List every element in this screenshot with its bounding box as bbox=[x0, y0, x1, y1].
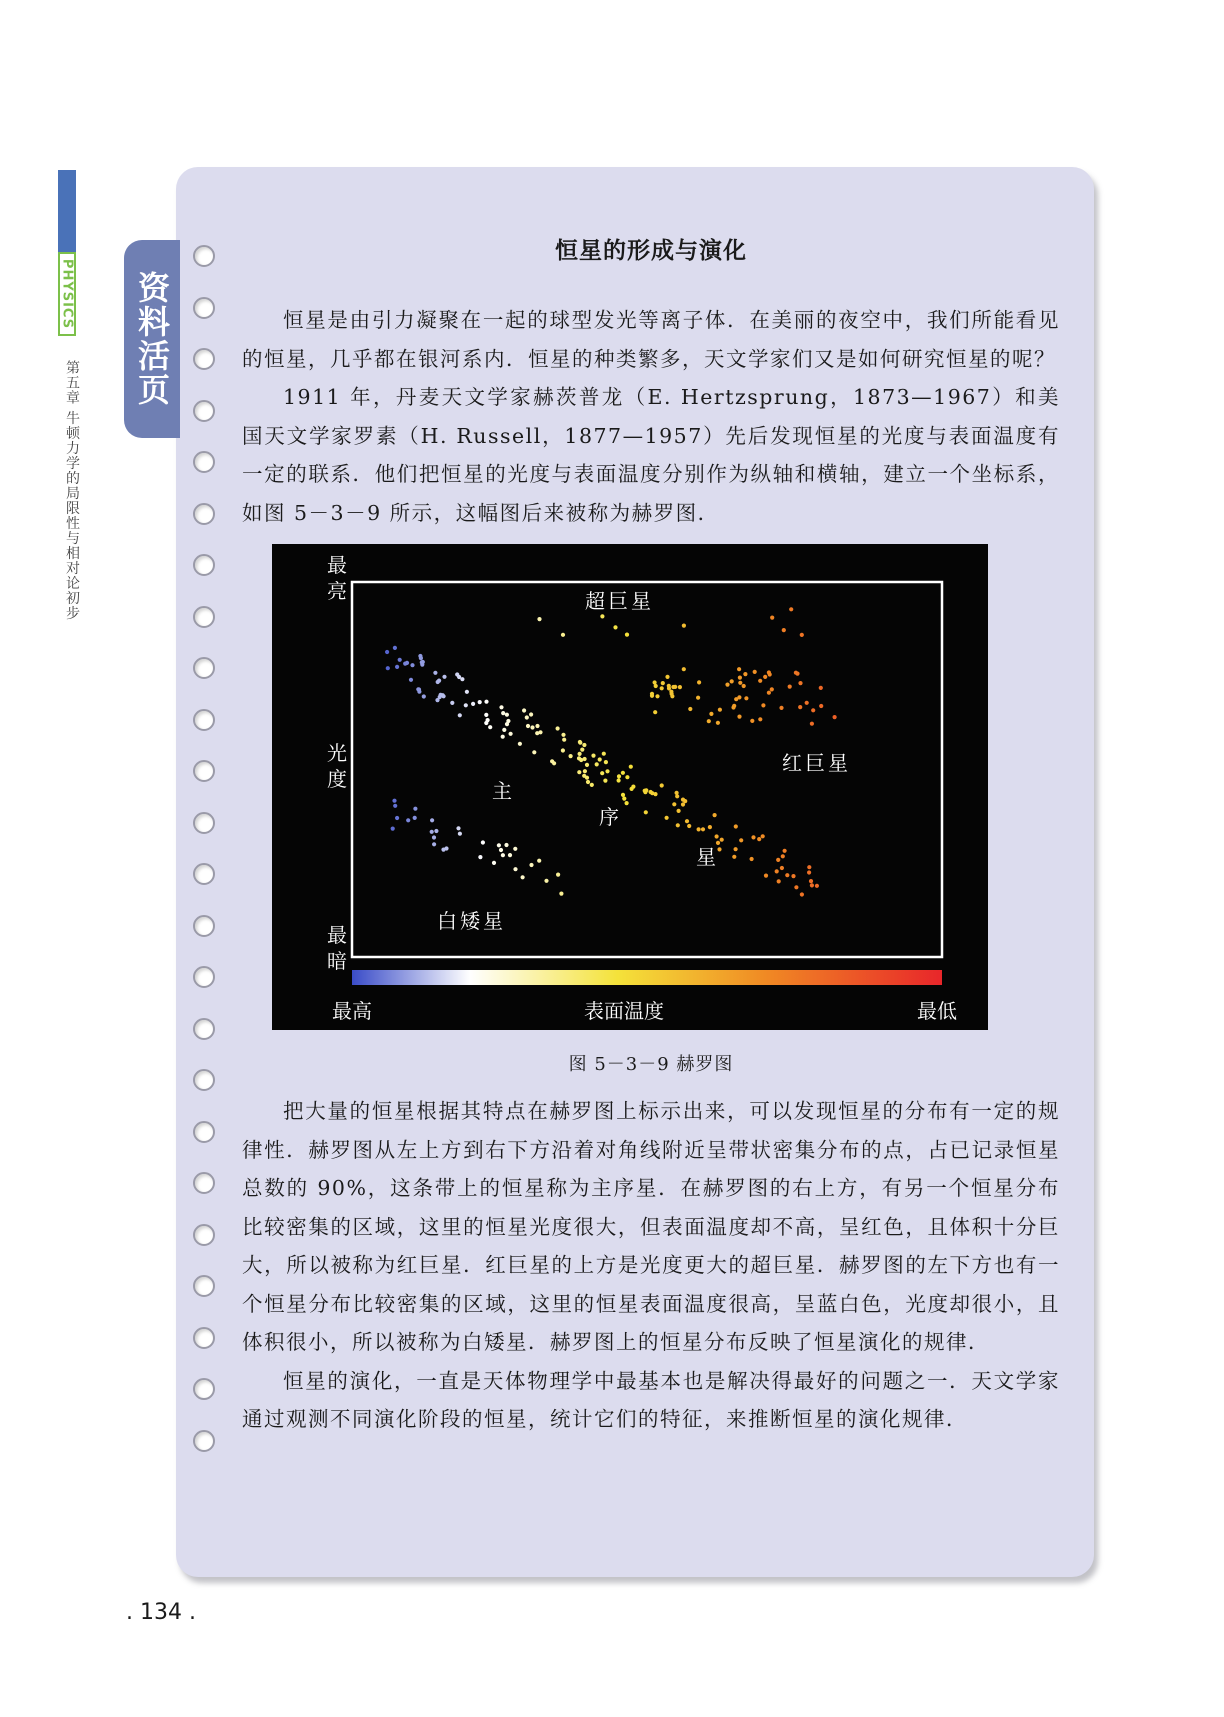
star-point bbox=[582, 774, 586, 778]
binder-ring bbox=[193, 1018, 215, 1040]
star-point bbox=[488, 725, 492, 729]
star-point bbox=[731, 705, 735, 709]
star-point bbox=[685, 819, 689, 823]
star-point bbox=[471, 702, 475, 706]
star-point bbox=[444, 846, 448, 850]
star-point bbox=[561, 748, 565, 752]
article bbox=[242, 232, 1060, 1439]
binder-ring bbox=[193, 606, 215, 628]
star-point bbox=[481, 840, 485, 844]
binder-ring bbox=[193, 1172, 215, 1194]
binder-ring bbox=[193, 503, 215, 525]
star-point bbox=[413, 807, 417, 811]
star-point bbox=[508, 853, 512, 857]
label-redgiant: 红巨星 bbox=[782, 751, 851, 775]
star-point bbox=[391, 827, 395, 831]
star-points bbox=[385, 607, 837, 896]
star-point bbox=[795, 672, 799, 676]
star-point bbox=[737, 667, 741, 671]
star-point bbox=[798, 705, 802, 709]
star-point bbox=[678, 685, 682, 689]
paragraph-1: 恒星是由引力凝聚在一起的球型发光等离子体．在美丽的夜空中，我们所能看见的恒星，几乎都在银河系内．恒星的种类繁多，天文学家们又是如何研究恒星的呢？ bbox=[242, 308, 1060, 371]
star-point bbox=[385, 650, 389, 654]
star-point bbox=[569, 754, 573, 758]
star-point bbox=[430, 818, 434, 822]
star-point bbox=[621, 793, 625, 797]
star-point bbox=[701, 827, 705, 831]
star-point bbox=[753, 670, 757, 674]
star-point bbox=[433, 671, 437, 675]
star-point bbox=[751, 835, 755, 839]
star-point bbox=[675, 794, 679, 798]
star-point bbox=[800, 892, 804, 896]
star-point bbox=[713, 813, 717, 817]
star-point bbox=[526, 724, 530, 728]
star-point bbox=[456, 826, 460, 830]
star-point bbox=[458, 832, 462, 836]
y-bottom-2: 暗 bbox=[327, 949, 347, 973]
star-point bbox=[815, 884, 819, 888]
star-point bbox=[653, 792, 657, 796]
star-point bbox=[653, 710, 657, 714]
star-point bbox=[595, 762, 599, 766]
star-point bbox=[432, 835, 436, 839]
star-point bbox=[676, 823, 680, 827]
star-point bbox=[421, 660, 425, 664]
star-point bbox=[789, 607, 793, 611]
star-point bbox=[537, 859, 541, 863]
star-point bbox=[395, 816, 399, 820]
star-point bbox=[682, 667, 686, 671]
star-point bbox=[653, 680, 657, 684]
temperature-gradient-bar bbox=[352, 970, 942, 985]
star-point bbox=[600, 771, 604, 775]
star-point bbox=[561, 733, 565, 737]
star-point bbox=[437, 679, 441, 683]
star-point bbox=[625, 633, 629, 637]
label-whitedwarf: 白矮星 bbox=[437, 909, 506, 933]
star-point bbox=[730, 679, 734, 683]
star-point bbox=[492, 861, 496, 865]
star-point bbox=[577, 756, 581, 760]
star-point bbox=[591, 754, 595, 758]
star-point bbox=[819, 686, 823, 690]
star-point bbox=[602, 752, 606, 756]
star-point bbox=[502, 728, 506, 732]
star-point bbox=[791, 874, 795, 878]
binder-ring bbox=[193, 297, 215, 319]
star-point bbox=[807, 870, 811, 874]
star-point bbox=[737, 715, 741, 719]
star-point bbox=[783, 849, 787, 853]
star-point bbox=[441, 693, 445, 697]
page-number: . 134 . bbox=[126, 1600, 196, 1625]
star-point bbox=[525, 715, 529, 719]
y-top-2: 亮 bbox=[327, 579, 347, 603]
star-point bbox=[501, 711, 505, 715]
binder-ring bbox=[193, 760, 215, 782]
star-point bbox=[671, 685, 675, 689]
star-point bbox=[535, 724, 539, 728]
star-point bbox=[764, 874, 768, 878]
star-point bbox=[393, 646, 397, 650]
star-point bbox=[392, 799, 396, 803]
star-point bbox=[410, 663, 414, 667]
star-point bbox=[586, 780, 590, 784]
star-point bbox=[422, 694, 426, 698]
star-point bbox=[504, 843, 508, 847]
star-point bbox=[501, 853, 505, 857]
star-point bbox=[682, 624, 686, 628]
star-point bbox=[617, 778, 621, 782]
star-point bbox=[497, 843, 501, 847]
paragraph-4: 恒星的演化，一直是天体物理学中最基本也是解决得最好的问题之一．天文学家通过观测不同演化阶段的恒星，统计它们的特征，来推断恒星的演化规律． bbox=[242, 1368, 1060, 1431]
star-point bbox=[776, 858, 780, 862]
star-point bbox=[761, 834, 765, 838]
star-point bbox=[782, 628, 786, 632]
star-point bbox=[660, 783, 664, 787]
star-point bbox=[738, 681, 742, 685]
star-point bbox=[780, 866, 784, 870]
binder-ring bbox=[193, 1121, 215, 1143]
star-point bbox=[718, 708, 722, 712]
star-point bbox=[661, 681, 665, 685]
binder-ring bbox=[193, 1378, 215, 1400]
star-point bbox=[416, 687, 420, 691]
star-point bbox=[501, 735, 505, 739]
star-point bbox=[625, 775, 629, 779]
star-point bbox=[810, 883, 814, 887]
star-point bbox=[742, 684, 746, 688]
paragraph-3: 把大量的恒星根据其特点在赫罗图上标示出来，可以发现恒星的分布有一定的规律性．赫罗图从左上方到右下方沿着对角线附近呈带状密集分布的点，占已记录恒星总数的 90%，这条带上的恒星称为主序星．在赫罗图的右上方，有另一个恒星分布比较密集的区域，这里的恒星光度很大，但表面温度却不高，呈红色，且体积十分巨大，所以被称为红巨星．红巨星的上方是光度更大的超巨星．赫罗图的左下方也有一个恒星分布比较密集的区域，这里的恒星表面温度很高，呈蓝白色，光度却很小，且体积很小，所以被称为白矮星．赫罗图上的恒星分布反映了恒星演化的规律． bbox=[242, 1099, 1060, 1354]
star-point bbox=[809, 879, 813, 883]
star-point bbox=[532, 750, 536, 754]
physics-badge: PHYSICS bbox=[58, 252, 76, 336]
binder-ring bbox=[193, 709, 215, 731]
star-point bbox=[805, 701, 809, 705]
star-point bbox=[758, 679, 762, 683]
star-point bbox=[697, 827, 701, 831]
side-color-bar bbox=[58, 170, 76, 252]
star-point bbox=[707, 719, 711, 723]
star-point bbox=[580, 748, 584, 752]
label-main-2: 序 bbox=[599, 805, 619, 829]
star-point bbox=[779, 706, 783, 710]
star-point bbox=[442, 675, 446, 679]
star-point bbox=[800, 633, 804, 637]
star-point bbox=[732, 855, 736, 859]
star-point bbox=[537, 617, 541, 621]
star-point bbox=[763, 675, 767, 679]
star-point bbox=[775, 869, 779, 873]
star-point bbox=[521, 875, 525, 879]
star-point bbox=[665, 675, 669, 679]
star-point bbox=[513, 847, 517, 851]
star-point bbox=[419, 656, 423, 660]
star-point bbox=[798, 681, 802, 685]
label-supergiant: 超巨星 bbox=[585, 589, 654, 613]
star-point bbox=[833, 715, 837, 719]
star-point bbox=[561, 633, 565, 637]
star-point bbox=[650, 692, 654, 696]
star-point bbox=[807, 865, 811, 869]
star-point bbox=[434, 829, 438, 833]
y-top-1: 最 bbox=[327, 553, 347, 577]
hr-diagram-svg bbox=[272, 544, 988, 1030]
star-point bbox=[484, 713, 488, 717]
binder-ring bbox=[193, 863, 215, 885]
star-point bbox=[781, 854, 785, 858]
star-point bbox=[600, 614, 604, 618]
binder-ring bbox=[193, 1430, 215, 1452]
star-point bbox=[696, 696, 700, 700]
star-point bbox=[757, 837, 761, 841]
y-bottom-1: 最 bbox=[327, 923, 347, 947]
star-point bbox=[464, 703, 468, 707]
star-point bbox=[518, 742, 522, 746]
star-point bbox=[583, 769, 587, 773]
star-point bbox=[709, 712, 713, 716]
star-point bbox=[644, 810, 648, 814]
star-point bbox=[725, 683, 729, 687]
binder-ring bbox=[193, 966, 215, 988]
star-point bbox=[683, 799, 687, 803]
star-point bbox=[617, 774, 621, 778]
star-point bbox=[643, 790, 647, 794]
star-point bbox=[715, 834, 719, 838]
star-point bbox=[672, 802, 676, 806]
star-point bbox=[535, 731, 539, 735]
star-point bbox=[625, 801, 629, 805]
star-point bbox=[577, 770, 581, 774]
star-point bbox=[590, 783, 594, 787]
star-point bbox=[770, 616, 774, 620]
star-point bbox=[499, 705, 503, 709]
star-point bbox=[556, 726, 560, 730]
star-point bbox=[509, 732, 513, 736]
star-point bbox=[629, 765, 633, 769]
star-point bbox=[716, 841, 720, 845]
star-point bbox=[478, 855, 482, 859]
label-main-1: 主 bbox=[492, 779, 512, 803]
star-point bbox=[435, 698, 439, 702]
star-point bbox=[605, 769, 609, 773]
star-point bbox=[811, 708, 815, 712]
star-point bbox=[505, 722, 509, 726]
label-main-3: 星 bbox=[696, 845, 716, 869]
binder-ring bbox=[193, 554, 215, 576]
star-point bbox=[665, 816, 669, 820]
star-point bbox=[393, 804, 397, 808]
star-point bbox=[788, 685, 792, 689]
star-point bbox=[734, 847, 738, 851]
star-point bbox=[529, 712, 533, 716]
y-mid-2: 度 bbox=[327, 767, 347, 791]
star-point bbox=[767, 691, 771, 695]
x-right-label: 最低 bbox=[917, 999, 957, 1023]
star-point bbox=[530, 725, 534, 729]
star-point bbox=[670, 692, 674, 696]
chapter-title: 第五章 牛顿力学的局限性与相对论初步 bbox=[64, 360, 80, 621]
star-point bbox=[687, 824, 691, 828]
star-point bbox=[739, 838, 743, 842]
binder-ring bbox=[193, 915, 215, 937]
star-point bbox=[660, 686, 664, 690]
star-point bbox=[708, 825, 712, 829]
star-point bbox=[559, 892, 563, 896]
star-point bbox=[603, 779, 607, 783]
star-point bbox=[465, 690, 469, 694]
star-point bbox=[484, 700, 488, 704]
star-point bbox=[486, 718, 490, 722]
star-point bbox=[430, 830, 434, 834]
star-point bbox=[688, 707, 692, 711]
star-point bbox=[604, 760, 608, 764]
binder-ring bbox=[193, 348, 215, 370]
star-point bbox=[677, 809, 681, 813]
figure-caption: 图 5－3－9 赫罗图 bbox=[568, 1054, 734, 1075]
star-point bbox=[499, 848, 503, 852]
star-point bbox=[770, 687, 774, 691]
star-point bbox=[819, 704, 823, 708]
plot-frame bbox=[352, 582, 942, 957]
binder-ring bbox=[193, 1275, 215, 1297]
star-point bbox=[655, 694, 659, 698]
star-point bbox=[578, 741, 582, 745]
figure bbox=[242, 532, 1060, 1092]
paragraph-2: 1911 年，丹麦天文学家赫茨普龙（E. Hertzsprung，1873—1967）和美国天文学家罗素（H. Russell，1877—1957）先后发现恒星的光度与表面温度有一定的联系．他们把恒星的光度与表面温度分别作为纵轴和横轴，建立一个坐标系，如图 5－3－9 所示，这幅图后来被称为赫罗图． bbox=[242, 385, 1060, 525]
section-tab: 资料活页 bbox=[124, 240, 180, 438]
star-point bbox=[409, 678, 413, 682]
star-point bbox=[522, 708, 526, 712]
star-point bbox=[785, 873, 789, 877]
star-point bbox=[697, 680, 701, 684]
x-left-label: 最高 bbox=[332, 999, 372, 1023]
star-point bbox=[630, 787, 634, 791]
binder-ring bbox=[193, 1327, 215, 1349]
star-point bbox=[649, 790, 653, 794]
star-point bbox=[529, 863, 533, 867]
star-point bbox=[767, 670, 771, 674]
star-point bbox=[613, 625, 617, 629]
star-point bbox=[743, 672, 747, 676]
binder-ring bbox=[193, 245, 215, 267]
star-point bbox=[744, 696, 748, 700]
star-point bbox=[734, 697, 738, 701]
star-point bbox=[717, 847, 721, 851]
star-point bbox=[750, 719, 754, 723]
x-center-label: 表面温度 bbox=[584, 999, 664, 1023]
binder-ring bbox=[193, 1224, 215, 1246]
star-point bbox=[777, 879, 781, 883]
star-point bbox=[585, 763, 589, 767]
star-point bbox=[621, 771, 625, 775]
star-point bbox=[406, 818, 410, 822]
star-point bbox=[450, 701, 454, 705]
star-point bbox=[738, 676, 742, 680]
binder-ring bbox=[193, 812, 215, 834]
star-point bbox=[398, 658, 402, 662]
star-point bbox=[458, 713, 462, 717]
binder-ring bbox=[193, 1069, 215, 1091]
star-point bbox=[544, 879, 548, 883]
star-point bbox=[761, 703, 765, 707]
star-point bbox=[583, 757, 587, 761]
star-point bbox=[455, 672, 459, 676]
star-point bbox=[556, 873, 560, 877]
star-point bbox=[578, 752, 582, 756]
binder-ring bbox=[193, 657, 215, 679]
star-point bbox=[794, 885, 798, 889]
star-point bbox=[734, 824, 738, 828]
star-point bbox=[750, 857, 754, 861]
binder-ring bbox=[193, 451, 215, 473]
star-point bbox=[562, 738, 566, 742]
binder-ring bbox=[193, 400, 215, 422]
star-point bbox=[386, 666, 390, 670]
star-point bbox=[505, 713, 509, 717]
y-mid-1: 光 bbox=[327, 741, 347, 765]
star-point bbox=[432, 842, 436, 846]
star-point bbox=[716, 721, 720, 725]
star-point bbox=[810, 722, 814, 726]
star-point bbox=[395, 665, 399, 669]
star-point bbox=[622, 797, 626, 801]
star-point bbox=[582, 743, 586, 747]
article-title: 恒星的形成与演化 bbox=[555, 238, 747, 264]
star-point bbox=[598, 757, 602, 761]
star-point bbox=[758, 717, 762, 721]
star-point bbox=[720, 838, 724, 842]
star-point bbox=[550, 759, 554, 763]
star-point bbox=[478, 700, 482, 704]
star-point bbox=[405, 661, 409, 665]
star-point bbox=[513, 867, 517, 871]
hr-diagram bbox=[272, 544, 988, 1030]
star-point bbox=[413, 816, 417, 820]
